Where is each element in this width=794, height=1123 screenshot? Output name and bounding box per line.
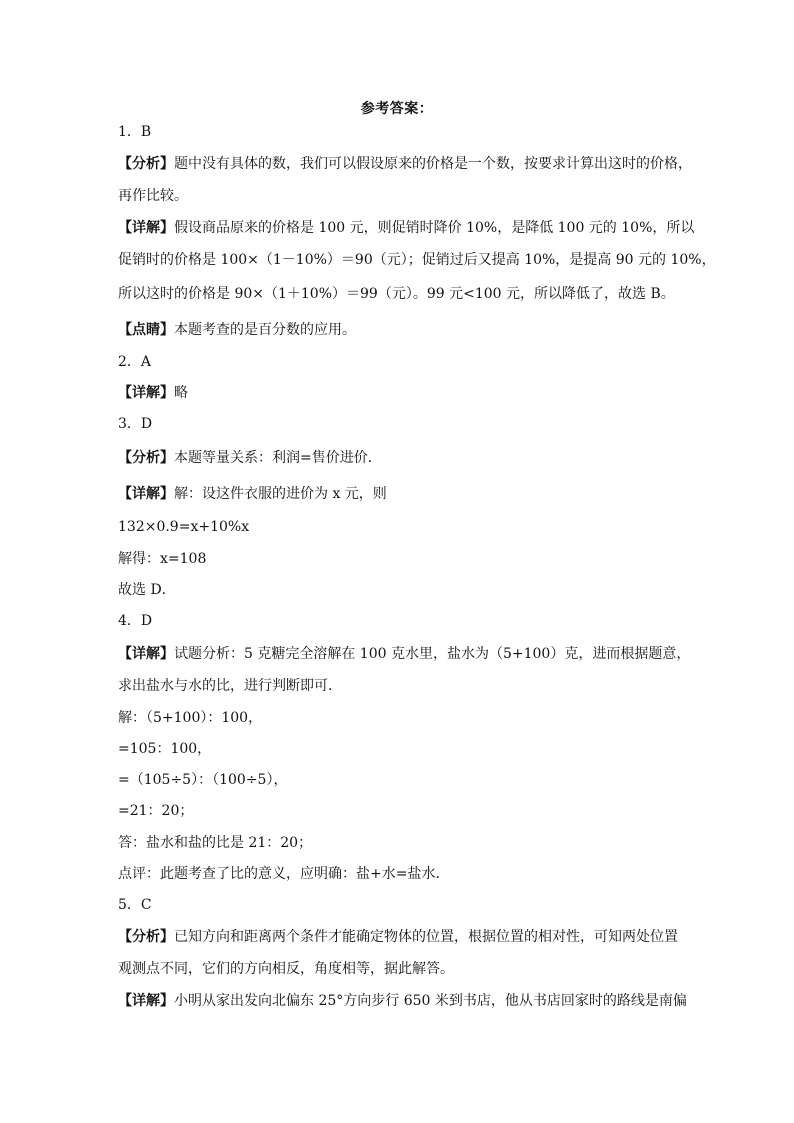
answer-tag: 【分析】: [118, 156, 174, 172]
answer-text: 132×0.9=x+10%x: [118, 519, 250, 535]
answer-text: 已知方向和距离两个条件才能确定物体的位置，根据位置的相对性，可知两处位置: [174, 929, 678, 945]
answer-text: 本题考查的是百分数的应用。: [174, 322, 356, 338]
answer-line: [118, 448, 688, 468]
answer-line: [118, 284, 688, 304]
answer-line: [118, 770, 688, 790]
answer-text: =21：20；: [118, 803, 194, 819]
answer-tag: 【分析】: [118, 450, 174, 466]
answer-text: 试题分析：5 克糖完全溶解在 100 克水里，盐水为（5+100）克，进而根据题意，: [174, 646, 691, 662]
answer-line: [118, 644, 691, 664]
answer-text: 故选 D．: [118, 582, 176, 598]
answer-text: 观测点不同，它们的方向相反，角度相等，据此解答。: [118, 961, 454, 977]
answer-text: 解：设这件衣服的进价为 x 元，则: [174, 486, 387, 502]
answer-line: [118, 611, 688, 631]
answer-tag: 【详解】: [118, 646, 174, 662]
answer-text: 所以这时的价格是 90×（1＋10%）＝99（元）。99 元<100 元，所以降低了，故选 B。: [118, 286, 675, 302]
answer-line: [118, 320, 688, 340]
answer-text: 答：盐水和盐的比是 21：20；: [118, 835, 313, 851]
answer-tag: 【点睛】: [118, 322, 174, 338]
answer-line: [118, 833, 688, 853]
answer-text: 略: [174, 385, 188, 401]
answer-tag: 【详解】: [118, 220, 174, 236]
answer-text: 4．D: [118, 613, 153, 629]
page-title: 参考答案：: [360, 101, 434, 117]
answer-text: 小明从家出发向北偏东 25°方向步行 650 米到书店，他从书店回家时的路线是南偏: [174, 993, 687, 1009]
answer-text: 求出盐水与水的比，进行判断即可．: [118, 678, 342, 694]
answer-line: [118, 484, 688, 504]
answer-line: [118, 927, 688, 947]
answer-tag: 【详解】: [118, 385, 174, 401]
answer-line: [118, 739, 688, 759]
answer-line: [118, 186, 688, 206]
answer-tag: 【分析】: [118, 929, 174, 945]
answer-line: [118, 383, 688, 403]
answer-line: [118, 250, 716, 270]
answer-text: 再作比较。: [118, 188, 188, 204]
answer-line: [118, 154, 692, 174]
answer-line: [118, 801, 688, 821]
answer-line: [118, 708, 688, 728]
answer-text: 假设商品原来的价格是 100 元，则促销时降价 10%，是降低 100 元的 10%，所以: [174, 220, 695, 236]
answer-line: [118, 991, 688, 1011]
answer-line: [118, 676, 688, 696]
answer-text: 解得：x=108: [118, 551, 207, 567]
answer-tag: 【详解】: [118, 993, 174, 1009]
answer-line: [118, 122, 688, 142]
answer-line: [118, 218, 695, 238]
answer-line: [118, 352, 688, 372]
answer-text: 1．B: [118, 124, 152, 140]
answer-line: [118, 895, 688, 915]
answer-line: [118, 580, 688, 600]
answer-line: [118, 517, 688, 537]
answer-text: 5．C: [118, 897, 152, 913]
answer-line: [118, 959, 688, 979]
answer-text: 解：（5+100）：100，: [118, 710, 263, 726]
answer-text: =105：100，: [118, 741, 212, 757]
answer-text: 促销时的价格是 100×（1－10%）＝90（元）；促销过后又提高 10%，是提高 90 元的 10%，: [118, 252, 716, 268]
answer-text: =（105÷5）：（100÷5），: [118, 772, 288, 788]
answer-line: [118, 864, 688, 884]
answer-line: [118, 414, 688, 434]
answer-text: 3．D: [118, 416, 153, 432]
answer-text: 题中没有具体的数，我们可以假设原来的价格是一个数，按要求计算出这时的价格，: [174, 156, 692, 172]
answer-tag: 【详解】: [118, 486, 174, 502]
answer-text: 2．A: [118, 354, 152, 370]
answer-line: [118, 549, 688, 569]
answer-text: 点评：此题考查了比的意义，应明确：盐+水=盐水．: [118, 866, 450, 882]
answer-text: 本题等量关系：利润=售价进价．: [174, 450, 382, 466]
